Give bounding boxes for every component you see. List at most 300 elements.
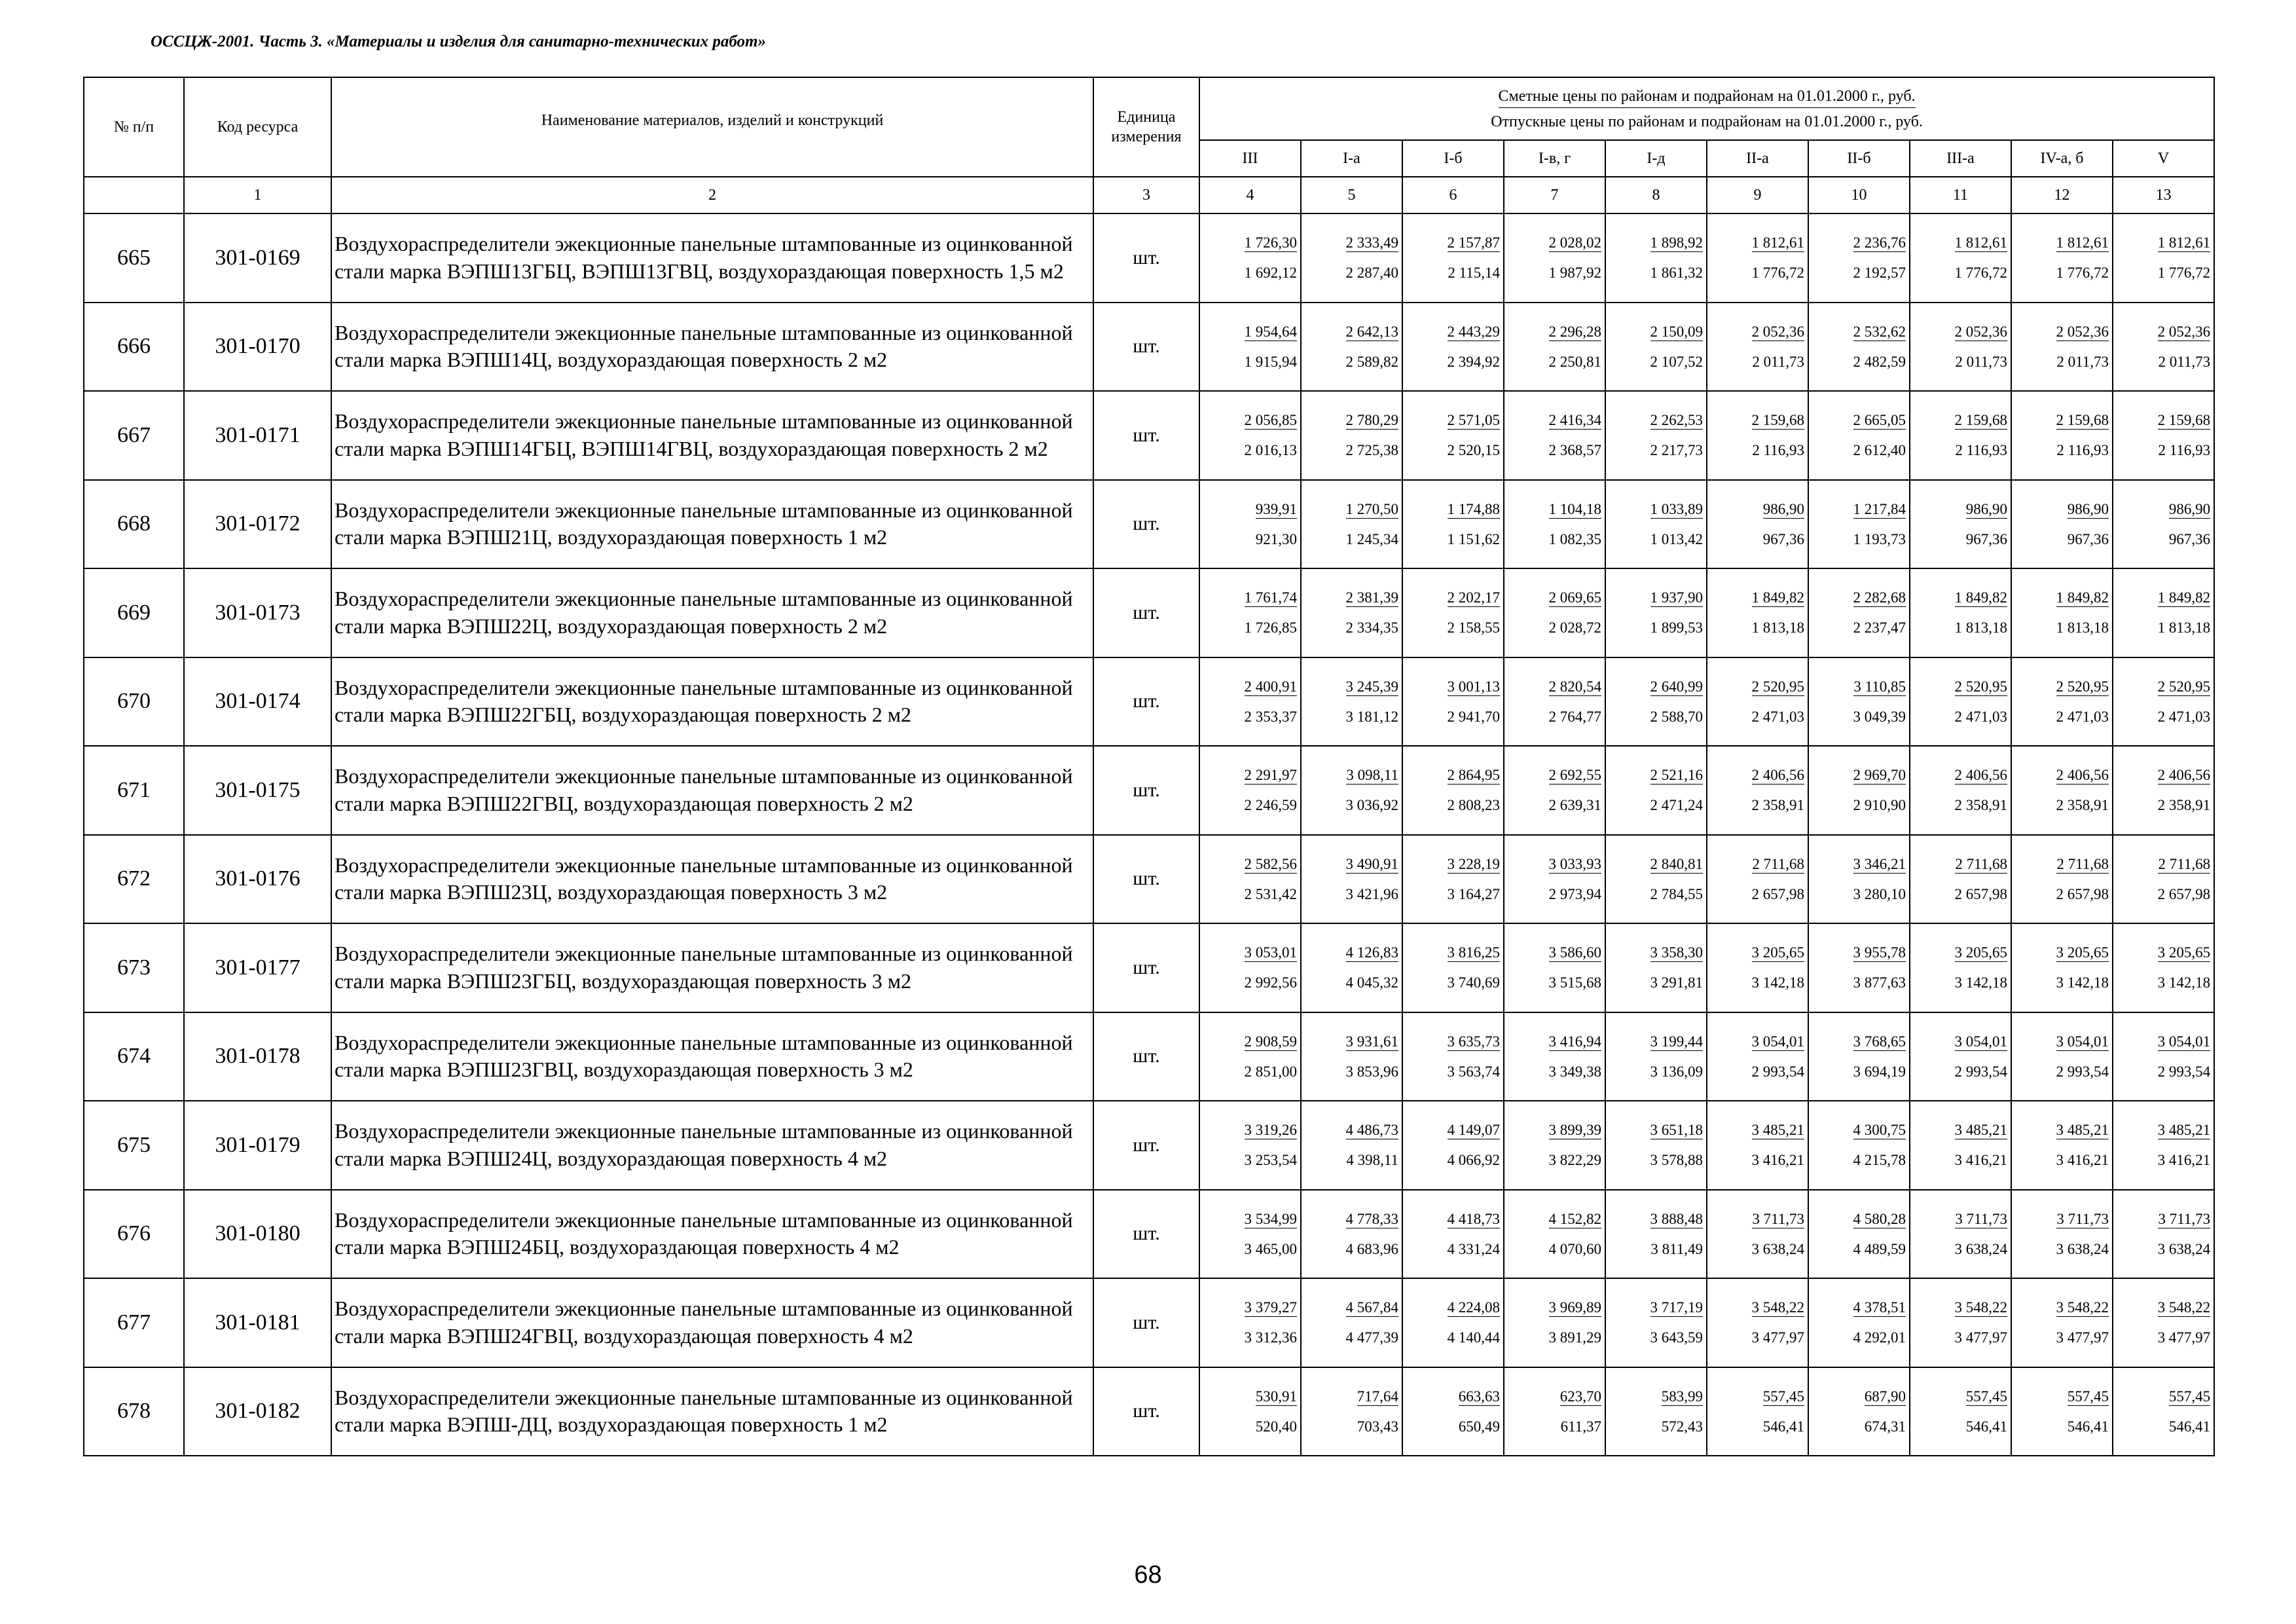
estimated-price: 3 586,60 [1548, 944, 1601, 961]
estimated-price: 3 717,19 [1650, 1299, 1703, 1316]
estimated-price: 2 711,68 [2056, 855, 2109, 872]
estimated-price: 3 205,65 [2157, 944, 2211, 961]
price-cell [1808, 1190, 1910, 1279]
wholesale-price: 2 016,13 [1244, 442, 1297, 459]
price-cell [1910, 1367, 2011, 1456]
wholesale-price: 2 287,40 [1345, 265, 1398, 282]
estimated-price: 3 888,48 [1650, 1210, 1703, 1227]
price-cell [2011, 1367, 2113, 1456]
wholesale-price: 3 416,21 [2157, 1152, 2211, 1169]
page-number: 68 [1134, 1561, 1162, 1589]
estimated-price: 2 262,53 [1650, 412, 1703, 429]
price-cell [1402, 213, 1504, 303]
estimated-price: 939,91 [1255, 500, 1297, 517]
price-cell [1504, 213, 1605, 303]
price-cell [1910, 303, 2011, 392]
wholesale-price: 2 368,57 [1548, 442, 1601, 459]
price-cell [1199, 923, 1301, 1012]
price-cell [1707, 213, 1808, 303]
header-code: Код ресурса [184, 77, 331, 177]
price-cell [1910, 1278, 2011, 1367]
table-row [84, 1101, 2214, 1190]
price-cell [2011, 923, 2113, 1012]
price-caption-wholesale: Отпускные цены по районам и подрайонам на 01.01.2000 г., руб. [1491, 113, 1923, 130]
price-cell [1199, 568, 1301, 657]
wholesale-price: 3 280,10 [1853, 885, 1906, 902]
wholesale-price: 4 331,24 [1447, 1240, 1500, 1257]
price-cell [1199, 1190, 1301, 1279]
wholesale-price: 2 612,40 [1853, 442, 1906, 459]
header-column-number: 12 [2011, 177, 2113, 213]
resource-code: 301-0178 [184, 1012, 331, 1101]
price-cell [1504, 303, 1605, 392]
wholesale-price: 1 726,85 [1244, 619, 1297, 637]
wholesale-price: 4 215,78 [1853, 1152, 1906, 1169]
wholesale-price: 2 471,24 [1650, 797, 1703, 814]
unit-of-measure: шт. [1093, 1190, 1199, 1279]
price-cell [1301, 1190, 1402, 1279]
wholesale-price: 2 851,00 [1244, 1063, 1297, 1080]
row-number: 678 [84, 1367, 184, 1456]
estimated-price: 1 812,61 [1954, 234, 2007, 251]
estimated-price: 2 159,68 [1954, 412, 2007, 429]
estimated-price: 4 149,07 [1447, 1122, 1500, 1139]
wholesale-price: 1 987,92 [1548, 265, 1601, 282]
price-cell [1301, 391, 1402, 480]
estimated-price: 2 780,29 [1345, 412, 1398, 429]
estimated-price: 1 849,82 [2157, 589, 2211, 606]
unit-of-measure: шт. [1093, 746, 1199, 835]
wholesale-price: 4 398,11 [1346, 1152, 1398, 1169]
estimated-price: 2 159,68 [2056, 412, 2109, 429]
estimated-price: 1 174,88 [1447, 500, 1500, 517]
wholesale-price: 2 116,93 [2158, 442, 2211, 459]
price-cell [1910, 1190, 2011, 1279]
estimated-price: 2 157,87 [1447, 234, 1500, 251]
wholesale-price: 2 011,73 [1955, 353, 2007, 370]
estimated-price: 2 665,05 [1853, 412, 1906, 429]
estimated-price: 3 816,25 [1447, 944, 1500, 961]
wholesale-price: 3 638,24 [2056, 1240, 2109, 1257]
price-cell [1707, 835, 1808, 924]
wholesale-price: 546,41 [1762, 1418, 1804, 1435]
wholesale-price: 3 822,29 [1548, 1152, 1601, 1169]
estimated-price: 4 580,28 [1853, 1210, 1906, 1227]
price-cell [1301, 746, 1402, 835]
price-cell [1808, 1278, 1910, 1367]
wholesale-price: 2 993,54 [2056, 1063, 2109, 1080]
price-cell [1504, 923, 1605, 1012]
material-name: Воздухораспределители эжекционные панельные штампованные из оцинкованной стали марка ВЭПШ23ГВЦ, воздухораздающая поверхность 3 м2 [331, 1012, 1093, 1101]
price-cell [1504, 746, 1605, 835]
price-cell [1402, 746, 1504, 835]
wholesale-price: 546,41 [1965, 1418, 2007, 1435]
resource-code: 301-0170 [184, 303, 331, 392]
wholesale-price: 2 725,38 [1345, 442, 1398, 459]
price-cell [2011, 657, 2113, 747]
estimated-price: 3 485,21 [2157, 1122, 2211, 1139]
material-name: Воздухораспределители эжекционные панельные штампованные из оцинкованной стали марка ВЭПШ24ГВЦ, воздухораздающая поверхность 4 м2 [331, 1278, 1093, 1367]
price-table [83, 77, 2215, 1456]
wholesale-price: 1 776,72 [1954, 265, 2007, 282]
price-cell [1402, 303, 1504, 392]
estimated-price: 2 381,39 [1345, 589, 1398, 606]
unit-of-measure: шт. [1093, 303, 1199, 392]
wholesale-price: 2 353,37 [1244, 708, 1297, 725]
price-cell [1301, 480, 1402, 569]
price-cell [1402, 391, 1504, 480]
wholesale-price: 611,37 [1560, 1418, 1601, 1435]
wholesale-price: 3 891,29 [1548, 1329, 1601, 1346]
wholesale-price: 2 471,03 [1954, 708, 2007, 725]
wholesale-price: 4 066,92 [1447, 1152, 1500, 1169]
price-cell [1910, 213, 2011, 303]
wholesale-price: 1 899,53 [1650, 619, 1703, 637]
estimated-price: 3 548,22 [2056, 1299, 2109, 1316]
price-cell [1605, 1101, 1707, 1190]
estimated-price: 986,90 [2168, 500, 2211, 517]
row-number: 669 [84, 568, 184, 657]
estimated-price: 3 346,21 [1853, 855, 1906, 872]
wholesale-price: 2 531,42 [1244, 885, 1297, 902]
wholesale-price: 3 416,21 [1954, 1152, 2007, 1169]
header-price-caption [1199, 77, 2214, 140]
material-name: Воздухораспределители эжекционные панельные штампованные из оцинкованной стали марка ВЭПШ22Ц, воздухораздающая поверхность 2 м2 [331, 568, 1093, 657]
material-name: Воздухораспределители эжекционные панельные штампованные из оцинкованной стали марка ВЭПШ23ГБЦ, воздухораздающая поверхность 3 м2 [331, 923, 1093, 1012]
wholesale-price: 1 013,42 [1650, 530, 1703, 547]
wholesale-price: 3 477,97 [1751, 1329, 1804, 1346]
header-column-number: 4 [1199, 177, 1301, 213]
estimated-price: 3 969,89 [1548, 1299, 1601, 1316]
estimated-price: 3 205,65 [1751, 944, 1804, 961]
wholesale-price: 2 993,54 [2157, 1063, 2211, 1080]
header-region: II-а [1707, 140, 1808, 177]
estimated-price: 3 548,22 [1751, 1299, 1804, 1316]
estimated-price: 3 228,19 [1447, 855, 1500, 872]
table-row [84, 657, 2214, 747]
resource-code: 301-0172 [184, 480, 331, 569]
material-name: Воздухораспределители эжекционные панельные штампованные из оцинкованной стали марка ВЭПШ24Ц, воздухораздающая поверхность 4 м2 [331, 1101, 1093, 1190]
resource-code: 301-0175 [184, 746, 331, 835]
price-cell [1707, 391, 1808, 480]
header-region: I-в, г [1504, 140, 1605, 177]
estimated-price: 3 490,91 [1345, 855, 1398, 872]
wholesale-price: 2 011,73 [1752, 353, 1804, 370]
estimated-price: 1 270,50 [1345, 500, 1398, 517]
estimated-price: 1 033,89 [1650, 500, 1703, 517]
price-cell [1301, 1101, 1402, 1190]
estimated-price: 3 485,21 [1751, 1122, 1804, 1139]
estimated-price: 2 640,99 [1650, 678, 1703, 695]
price-cell [1910, 480, 2011, 569]
wholesale-price: 3 643,59 [1650, 1329, 1703, 1346]
price-cell [1707, 1101, 1808, 1190]
estimated-price: 557,45 [1965, 1388, 2007, 1405]
estimated-price: 557,45 [2067, 1388, 2109, 1405]
estimated-price: 2 282,68 [1853, 589, 1906, 606]
price-cell [1199, 1012, 1301, 1101]
price-cell [1605, 923, 1707, 1012]
wholesale-price: 3 416,21 [2056, 1152, 2109, 1169]
estimated-price: 2 532,62 [1853, 323, 1906, 340]
row-number: 676 [84, 1190, 184, 1279]
row-number: 677 [84, 1278, 184, 1367]
estimated-price: 1 937,90 [1650, 589, 1703, 606]
price-cell [1707, 923, 1808, 1012]
wholesale-price: 2 358,91 [2056, 797, 2109, 814]
header-region: II-б [1808, 140, 1910, 177]
price-cell [1504, 391, 1605, 480]
price-cell [2011, 835, 2113, 924]
table-row [84, 1278, 2214, 1367]
price-cell [1301, 1278, 1402, 1367]
wholesale-price: 2 237,47 [1853, 619, 1906, 637]
price-caption-estimated: Сметные цены по районам и подрайонам на 01.01.2000 г., руб. [1499, 86, 1916, 108]
price-cell [1808, 835, 1910, 924]
estimated-price: 1 812,61 [1751, 234, 1804, 251]
price-cell [2011, 1278, 2113, 1367]
price-cell [1402, 835, 1504, 924]
wholesale-price: 3 638,24 [1954, 1240, 2007, 1257]
price-cell [1808, 480, 1910, 569]
wholesale-price: 3 877,63 [1853, 974, 1906, 991]
estimated-price: 1 898,92 [1650, 234, 1703, 251]
header-column-number: 3 [1093, 177, 1199, 213]
unit-of-measure: шт. [1093, 835, 1199, 924]
price-cell [1707, 1367, 1808, 1456]
price-cell [1301, 303, 1402, 392]
price-cell [2113, 213, 2214, 303]
estimated-price: 986,90 [2067, 500, 2109, 517]
price-cell [1808, 391, 1910, 480]
price-cell [1504, 1012, 1605, 1101]
wholesale-price: 2 116,93 [2056, 442, 2109, 459]
price-cell [2011, 1101, 2113, 1190]
estimated-price: 2 296,28 [1548, 323, 1601, 340]
estimated-price: 2 520,95 [2157, 678, 2211, 695]
estimated-price: 1 726,30 [1244, 234, 1297, 251]
wholesale-price: 1 915,94 [1244, 353, 1297, 370]
wholesale-price: 2 011,73 [2158, 353, 2211, 370]
table-row [84, 1190, 2214, 1279]
price-cell [1808, 568, 1910, 657]
header-region: III [1199, 140, 1301, 177]
resource-code: 301-0182 [184, 1367, 331, 1456]
header-column-number: 2 [331, 177, 1093, 213]
estimated-price: 2 236,76 [1853, 234, 1906, 251]
estimated-price: 2 840,81 [1650, 855, 1703, 872]
price-cell [2011, 303, 2113, 392]
estimated-price: 2 028,02 [1548, 234, 1601, 251]
price-cell [1504, 1367, 1605, 1456]
material-name: Воздухораспределители эжекционные панельные штампованные из оцинкованной стали марка ВЭПШ14ГБЦ, ВЭПШ14ГВЦ, воздухораздающая поверхность 2 м2 [331, 391, 1093, 480]
estimated-price: 1 812,61 [2056, 234, 2109, 251]
wholesale-price: 967,36 [1965, 530, 2007, 547]
wholesale-price: 2 910,90 [1853, 797, 1906, 814]
estimated-price: 2 159,68 [2157, 412, 2211, 429]
estimated-price: 4 567,84 [1345, 1299, 1398, 1316]
estimated-price: 2 406,56 [2157, 767, 2211, 784]
wholesale-price: 2 941,70 [1447, 708, 1500, 725]
estimated-price: 986,90 [1965, 500, 2007, 517]
estimated-price: 3 899,39 [1548, 1122, 1601, 1139]
wholesale-price: 2 482,59 [1853, 353, 1906, 370]
wholesale-price: 3 421,96 [1345, 885, 1398, 902]
table-row [84, 568, 2214, 657]
wholesale-price: 3 563,74 [1447, 1063, 1500, 1080]
unit-of-measure: шт. [1093, 1012, 1199, 1101]
wholesale-price: 2 471,03 [2157, 708, 2211, 725]
wholesale-price: 2 192,57 [1853, 265, 1906, 282]
unit-of-measure: шт. [1093, 480, 1199, 569]
unit-of-measure: шт. [1093, 568, 1199, 657]
wholesale-price: 546,41 [2168, 1418, 2211, 1435]
wholesale-price: 3 142,18 [2056, 974, 2109, 991]
price-cell [1910, 657, 2011, 747]
wholesale-price: 1 776,72 [2056, 265, 2109, 282]
wholesale-price: 2 107,52 [1650, 353, 1703, 370]
estimated-price: 2 642,13 [1345, 323, 1398, 340]
table-row [84, 1367, 2214, 1456]
wholesale-price: 3 740,69 [1447, 974, 1500, 991]
price-cell [1504, 1190, 1605, 1279]
price-cell [1504, 835, 1605, 924]
unit-of-measure: шт. [1093, 1278, 1199, 1367]
estimated-price: 2 520,95 [1751, 678, 1804, 695]
price-cell [1605, 480, 1707, 569]
price-cell [2113, 303, 2214, 392]
estimated-price: 3 205,65 [1954, 944, 2007, 961]
unit-of-measure: шт. [1093, 923, 1199, 1012]
price-cell [1199, 391, 1301, 480]
wholesale-price: 3 253,54 [1244, 1152, 1297, 1169]
row-number: 671 [84, 746, 184, 835]
wholesale-price: 2 358,91 [2157, 797, 2211, 814]
price-cell [1199, 303, 1301, 392]
price-cell [1808, 1012, 1910, 1101]
price-cell [1605, 1190, 1707, 1279]
material-name: Воздухораспределители эжекционные панельные штампованные из оцинкованной стали марка ВЭПШ21Ц, воздухораздающая поверхность 1 м2 [331, 480, 1093, 569]
price-cell [2113, 480, 2214, 569]
price-cell [2113, 1190, 2214, 1279]
price-cell [2011, 1190, 2113, 1279]
price-cell [2011, 746, 2113, 835]
material-name: Воздухораспределители эжекционные панельные штампованные из оцинкованной стали марка ВЭПШ22ГБЦ, воздухораздающая поверхность 2 м2 [331, 657, 1093, 747]
wholesale-price: 2 358,91 [1954, 797, 2007, 814]
price-cell [1402, 657, 1504, 747]
estimated-price: 2 052,36 [2157, 323, 2211, 340]
estimated-price: 3 245,39 [1345, 678, 1398, 695]
row-number: 668 [84, 480, 184, 569]
estimated-price: 4 778,33 [1345, 1210, 1398, 1227]
header-column-number: 9 [1707, 177, 1808, 213]
header-region: V [2113, 140, 2214, 177]
estimated-price: 3 358,30 [1650, 944, 1703, 961]
price-cell [1808, 213, 1910, 303]
price-cell [1199, 657, 1301, 747]
price-cell [1199, 1101, 1301, 1190]
resource-code: 301-0173 [184, 568, 331, 657]
price-cell [2113, 568, 2214, 657]
wholesale-price: 3 638,24 [1751, 1240, 1804, 1257]
wholesale-price: 2 116,93 [1752, 442, 1804, 459]
price-cell [1707, 1012, 1808, 1101]
wholesale-price: 3 142,18 [1954, 974, 2007, 991]
wholesale-price: 3 181,12 [1345, 708, 1398, 725]
estimated-price: 3 768,65 [1853, 1033, 1906, 1050]
header-column-number: 7 [1504, 177, 1605, 213]
header-column-number: 1 [184, 177, 331, 213]
wholesale-price: 3 349,38 [1548, 1063, 1601, 1080]
price-cell [1504, 1101, 1605, 1190]
estimated-price: 3 635,73 [1447, 1033, 1500, 1050]
wholesale-price: 2 011,73 [2056, 353, 2109, 370]
estimated-price: 4 486,73 [1345, 1122, 1398, 1139]
estimated-price: 3 205,65 [2056, 944, 2109, 961]
price-cell [1808, 923, 1910, 1012]
price-cell [2011, 1012, 2113, 1101]
price-cell [1301, 1012, 1402, 1101]
price-cell [1605, 213, 1707, 303]
estimated-price: 3 379,27 [1244, 1299, 1297, 1316]
estimated-price: 2 052,36 [1954, 323, 2007, 340]
wholesale-price: 650,49 [1458, 1418, 1500, 1435]
estimated-price: 2 052,36 [1751, 323, 1804, 340]
estimated-price: 2 406,56 [1751, 767, 1804, 784]
price-cell [1605, 835, 1707, 924]
estimated-price: 3 651,18 [1650, 1122, 1703, 1139]
estimated-price: 2 969,70 [1853, 767, 1906, 784]
estimated-price: 687,90 [1864, 1388, 1906, 1405]
wholesale-price: 1 813,18 [1751, 619, 1804, 637]
estimated-price: 3 001,13 [1447, 678, 1500, 695]
price-cell [1910, 746, 2011, 835]
wholesale-price: 2 520,15 [1447, 442, 1500, 459]
wholesale-price: 3 312,36 [1244, 1329, 1297, 1346]
estimated-price: 2 406,56 [2056, 767, 2109, 784]
estimated-price: 3 485,21 [2056, 1122, 2109, 1139]
row-number: 673 [84, 923, 184, 1012]
estimated-price: 2 056,85 [1244, 412, 1297, 429]
estimated-price: 2 052,36 [2056, 323, 2109, 340]
price-cell [1910, 568, 2011, 657]
estimated-price: 3 548,22 [2157, 1299, 2211, 1316]
price-cell [1605, 657, 1707, 747]
wholesale-price: 2 764,77 [1548, 708, 1601, 725]
estimated-price: 3 416,94 [1548, 1033, 1601, 1050]
estimated-price: 2 069,65 [1548, 589, 1601, 606]
estimated-price: 3 711,73 [1955, 1210, 2007, 1227]
price-cell [1301, 835, 1402, 924]
estimated-price: 557,45 [2168, 1388, 2211, 1405]
estimated-price: 3 054,01 [1751, 1033, 1804, 1050]
header-region: I-д [1605, 140, 1707, 177]
price-cell [1504, 657, 1605, 747]
estimated-price: 4 418,73 [1447, 1210, 1500, 1227]
wholesale-price: 1 082,35 [1548, 530, 1601, 547]
estimated-price: 1 761,74 [1244, 589, 1297, 606]
row-number: 666 [84, 303, 184, 392]
running-head: ОССЦЖ-2001. Часть 3. «Материалы и изделия для санитарно-технических работ» [151, 33, 766, 50]
material-name: Воздухораспределители эжекционные панельные штампованные из оцинкованной стали марка ВЭПШ-ДЦ, воздухораздающая поверхность 1 м2 [331, 1367, 1093, 1456]
wholesale-price: 2 471,03 [2056, 708, 2109, 725]
estimated-price: 1 849,82 [1751, 589, 1804, 606]
wholesale-price: 1 861,32 [1650, 265, 1703, 282]
wholesale-price: 2 217,73 [1650, 442, 1703, 459]
price-cell [1199, 1367, 1301, 1456]
estimated-price: 2 202,17 [1447, 589, 1500, 606]
price-cell [2113, 835, 2214, 924]
